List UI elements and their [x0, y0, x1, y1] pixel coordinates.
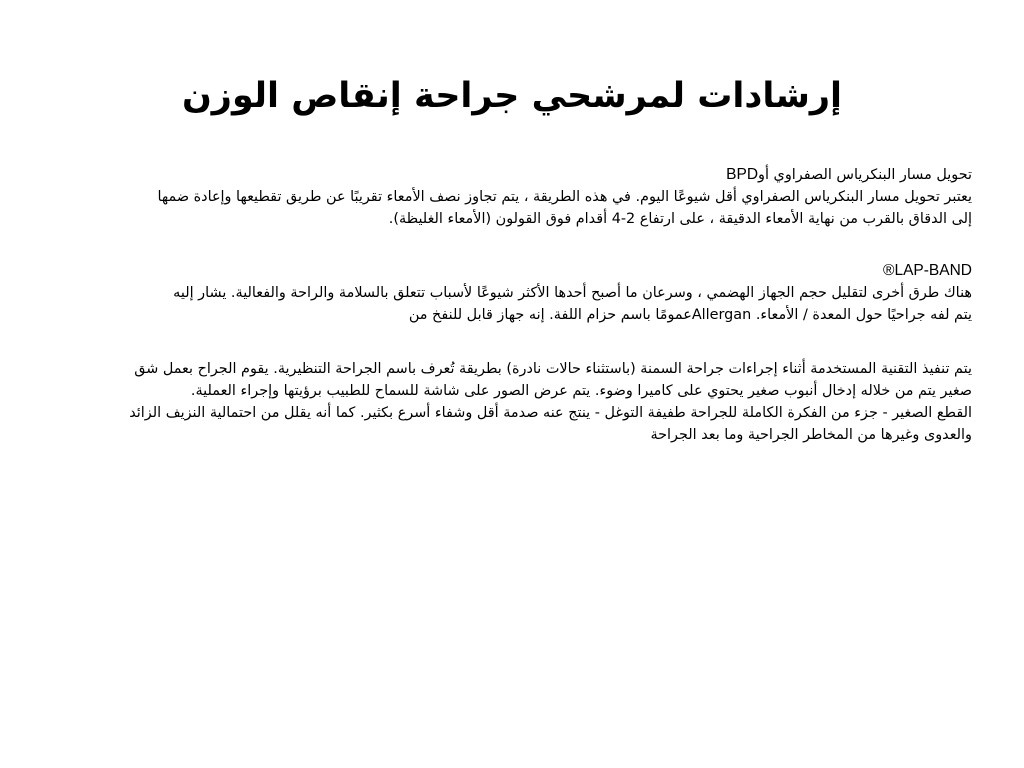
paragraph-line: صغير يتم من خلاله إدخال أنبوب صغير يحتوي على كاميرا وضوء. يتم عرض الصور على شاشة للسماح للطبيب برؤيتها وإجراء العملية. [190, 383, 972, 399]
section-lap-band-heading [60, 260, 972, 282]
paragraph-line: يعتبر تحويل مسار البنكرياس الصفراوي أقل شيوعًا اليوم. في هذه الطريقة ، يتم تجاوز نصف الأمعاء تقريبًا عن طريق تقطيعها وإعادة ضمها [157, 189, 972, 205]
section-laparoscopy [60, 358, 972, 446]
paragraph-line: يتم لفه جراحيًا حول المعدة / الأمعاء. Allerganعمومًا باسم حزام اللفة. إنه جهاز قابل للنفخ من [408, 307, 972, 323]
section-bpd [60, 164, 972, 230]
paragraph-line: والعدوى وغيرها من المخاطر الجراحية وما بعد الجراحة [650, 427, 972, 443]
section-bpd-heading [60, 164, 972, 186]
paragraph-line: إلى الدقاق بالقرب من نهاية الأمعاء الدقيقة ، على ارتفاع 2-4 أقدام فوق القولون (الأمعاء الغليظة). [388, 211, 972, 227]
section-lap-band-heading-label: ®LAP-BAND [883, 262, 972, 279]
section-bpd-heading-label: BPD [726, 166, 759, 183]
spacer [60, 230, 972, 260]
section-lap-band [60, 260, 972, 326]
spacer [60, 326, 972, 358]
section-bpd-heading-text: تحويل مسار البنكرياس الصفراوي أو [758, 167, 972, 183]
paragraph-line: هناك طرق أخرى لتقليل حجم الجهاز الهضمي ، وسرعان ما أصبح أحدها الأكثر شيوعًا لأسباب تتعلق بالسلامة والراحة والفعالية. يشار إليه [173, 285, 972, 301]
paragraph-line: يتم تنفيذ التقنية المستخدمة أثناء إجراءات جراحة السمنة (باستثناء حالات نادرة) بطريقة تُعرف باسم الجراحة التنظيرية. يقوم الجراح بعمل شق [134, 361, 972, 377]
slide-body [60, 164, 972, 446]
slide-title: إرشادات لمرشحي جراحة إنقاص الوزن [181, 76, 843, 116]
paragraph-line: القطع الصغير - جزء من الفكرة الكاملة للجراحة طفيفة التوغل - ينتج عنه صدمة أقل وشفاء أسرع بكثير. كما أنه يقلل من احتمالية النزيف الزائد [129, 405, 972, 421]
